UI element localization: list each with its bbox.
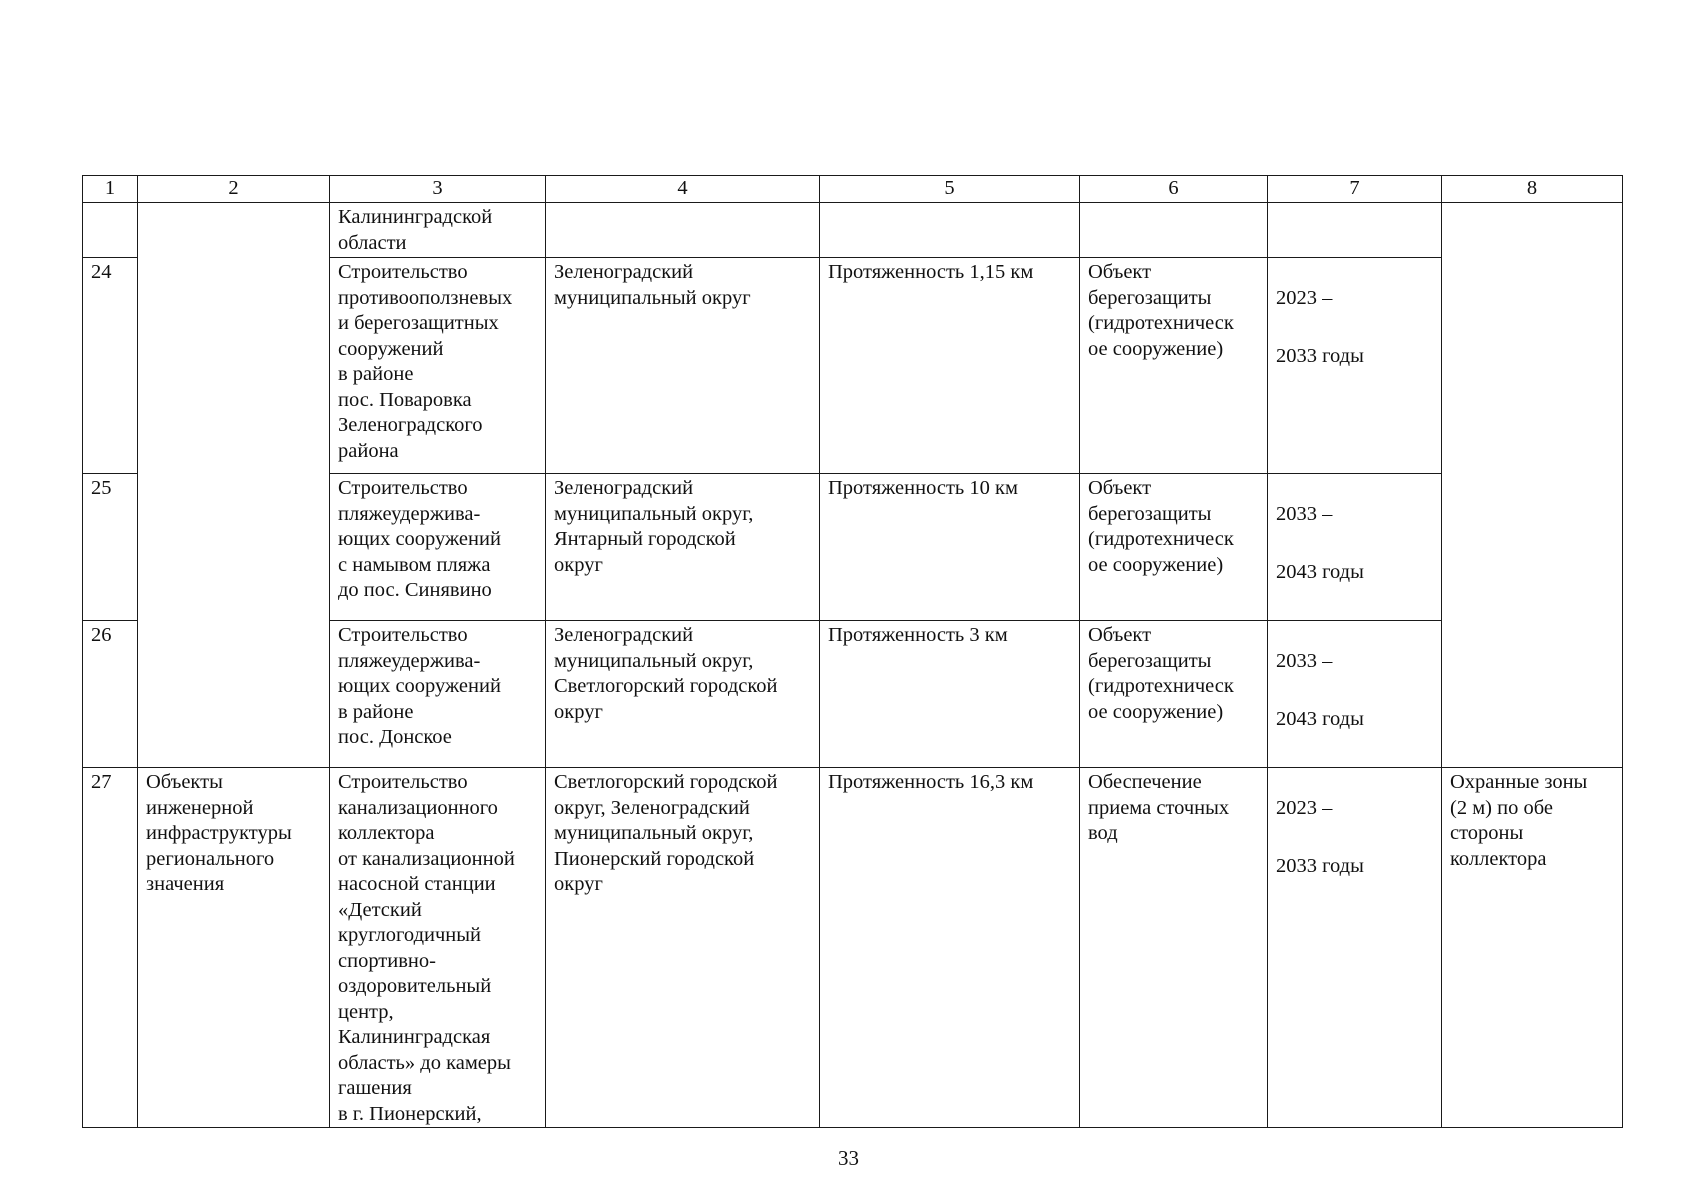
cell-zones-merged [1442,203,1623,768]
cell-category-merged [138,203,330,768]
period-end: 2043 годы [1276,707,1364,730]
period-end: 2033 годы [1276,344,1364,367]
cell-period [1268,258,1442,474]
cell-characteristics: Протяженность 16,3 км [820,768,1080,1128]
period-start: 2023 – [1276,286,1333,309]
cell-period [1268,768,1442,1128]
cell-num: 27 [83,768,138,1128]
cell-object: Калининградской области [330,203,546,258]
cell-num [83,203,138,258]
table-row [83,768,1623,1128]
table-row-continuation [83,203,1623,258]
header-row [83,176,1623,203]
cell-category: Объекты инженерной инфраструктуры регионального значения [138,768,330,1128]
header-col-4: 4 [546,176,820,203]
cell-characteristics: Протяженность 10 км [820,474,1080,621]
period-end: 2043 годы [1276,560,1364,583]
cell-object: Строительство канализационного коллектора от канализационной насосной станции «Детский круглогодичный спортивно- оздоровительный центр, Калининградская область» до камеры гашения в г. Пионерский, [330,768,546,1128]
cell-period [1268,474,1442,621]
period-start: 2033 – [1276,502,1333,525]
cell-num: 24 [83,258,138,474]
header-col-3: 3 [330,176,546,203]
cell-characteristics: Протяженность 3 км [820,621,1080,768]
cell-num: 25 [83,474,138,621]
cell-location: Зеленоградский муниципальный округ [546,258,820,474]
cell-object: Строительство пляжеудержива- ющих сооружений в районе пос. Донское [330,621,546,768]
period-end: 2033 годы [1276,854,1364,877]
header-col-2: 2 [138,176,330,203]
period-start: 2033 – [1276,649,1333,672]
cell-period [1268,203,1442,258]
cell-object: Строительство пляжеудержива- ющих сооружений с намывом пляжа до пос. Синявино [330,474,546,621]
cell-purpose: Объект берегозащиты (гидротехническ ое сооружение) [1080,258,1268,474]
planning-table [82,175,1623,1128]
page-number: 33 [838,1146,859,1170]
header-col-7: 7 [1268,176,1442,203]
header-col-5: 5 [820,176,1080,203]
cell-num: 26 [83,621,138,768]
cell-characteristics: Протяженность 1,15 км [820,258,1080,474]
cell-location [546,203,820,258]
header-col-6: 6 [1080,176,1268,203]
cell-location: Зеленоградский муниципальный округ, Янтарный городской округ [546,474,820,621]
cell-location: Светлогорский городской округ, Зеленоградский муниципальный округ, Пионерский городской округ [546,768,820,1128]
cell-period [1268,621,1442,768]
cell-purpose: Объект берегозащиты (гидротехническ ое сооружение) [1080,474,1268,621]
cell-object: Строительство противооползневых и берегозащитных сооружений в районе пос. Поваровка Зеленоградского района [330,258,546,474]
cell-location: Зеленоградский муниципальный округ, Светлогорский городской округ [546,621,820,768]
header-col-1: 1 [83,176,138,203]
cell-purpose: Обеспечение приема сточных вод [1080,768,1268,1128]
header-col-8: 8 [1442,176,1623,203]
cell-purpose: Объект берегозащиты (гидротехническ ое сооружение) [1080,621,1268,768]
cell-characteristics [820,203,1080,258]
period-start: 2023 – [1276,796,1333,819]
cell-zones: Охранные зоны (2 м) по обе стороны коллектора [1442,768,1623,1128]
cell-purpose [1080,203,1268,258]
